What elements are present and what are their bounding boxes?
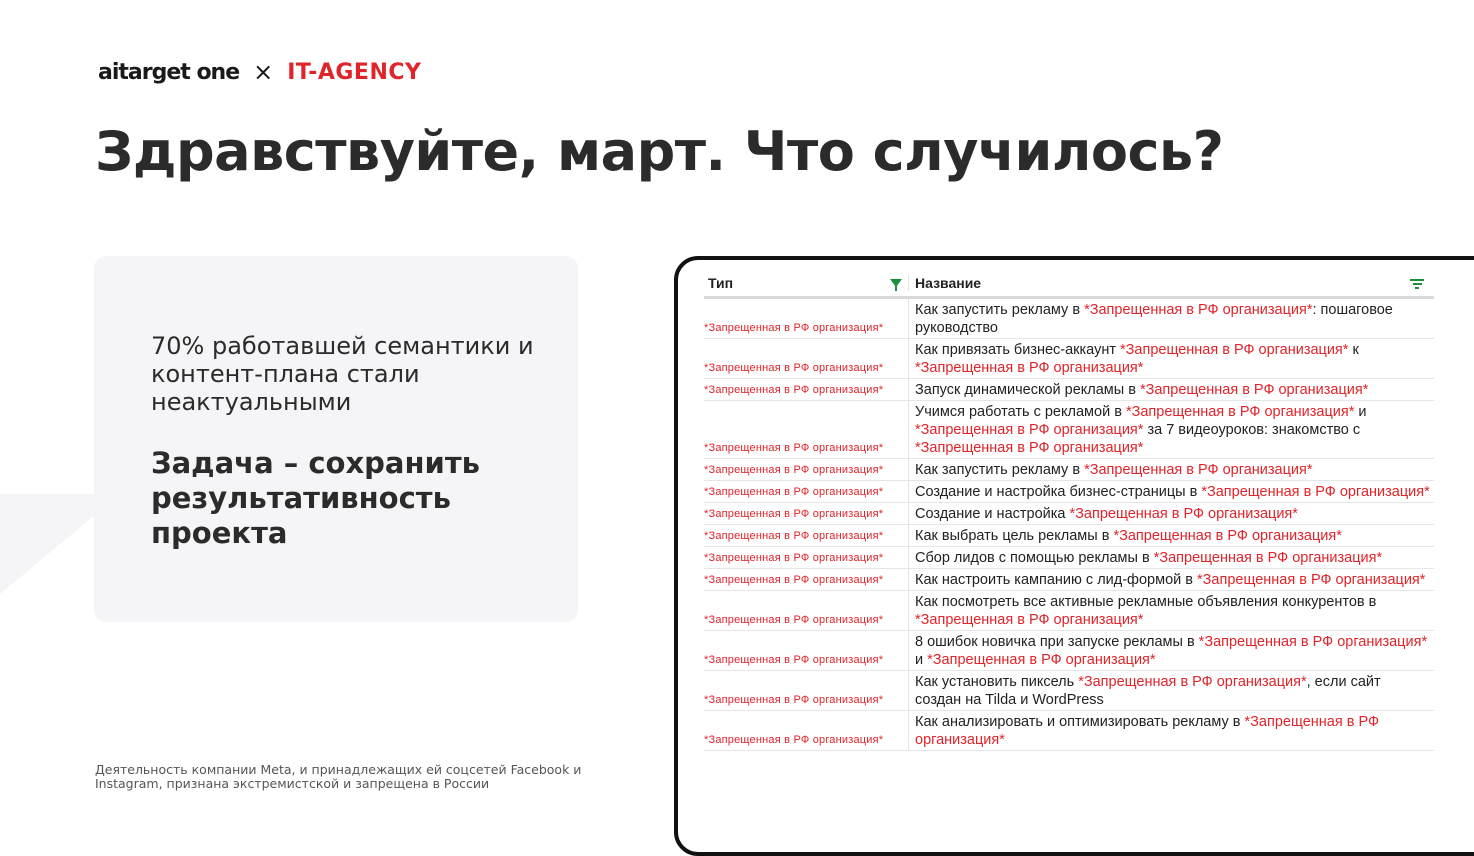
header-type[interactable] bbox=[704, 275, 908, 291]
table-row[interactable] bbox=[704, 671, 1434, 711]
tablet-frame bbox=[674, 256, 1474, 856]
redacted-term: *Запрещенная в РФ организация* bbox=[1197, 572, 1426, 588]
redacted-term: *Запрещенная в РФ организация* bbox=[915, 360, 1144, 376]
redacted-term: *Запрещенная в РФ организация* bbox=[1201, 484, 1430, 500]
redacted-term: *Запрещенная в РФ организация* bbox=[915, 422, 1144, 438]
name-cell[interactable] bbox=[908, 299, 1430, 338]
redacted-term: *Запрещенная в РФ организация* bbox=[1120, 342, 1349, 358]
type-cell[interactable]: *Запрещенная в РФ организация* bbox=[704, 574, 884, 586]
redacted-term: *Запрещенная в РФ организация* bbox=[915, 714, 1380, 748]
table-row[interactable] bbox=[704, 525, 1434, 547]
footnote: Деятельность компании Meta, и принадлежащих ей соцсетей Facebook и Instagram, признана экстремистской и запрещена в России bbox=[95, 762, 582, 791]
table-row[interactable] bbox=[704, 591, 1434, 631]
name-text: Как анализировать и оптимизировать рекламу в bbox=[915, 714, 1245, 730]
redacted-term: *Запрещенная в РФ организация* bbox=[1198, 634, 1428, 650]
redacted-term: *Запрещенная в РФ организация* bbox=[1125, 404, 1355, 420]
filter-icon[interactable] bbox=[890, 279, 902, 287]
header-type-label: Тип bbox=[708, 275, 734, 291]
name-cell[interactable] bbox=[908, 591, 1430, 630]
info-card bbox=[94, 256, 578, 622]
type-cell[interactable]: *Запрещенная в РФ организация* bbox=[704, 734, 884, 746]
table-row[interactable] bbox=[704, 569, 1434, 591]
name-cell[interactable] bbox=[908, 481, 1430, 502]
redacted-term: *Запрещенная в РФ организация* bbox=[1084, 302, 1313, 318]
name-text: Как привязать бизнес-аккаунт bbox=[915, 342, 1121, 358]
redacted-term: *Запрещенная в РФ организация* bbox=[915, 612, 1144, 628]
type-cell[interactable]: *Запрещенная в РФ организация* bbox=[704, 694, 884, 706]
name-text: Создание и настройка bbox=[915, 506, 1070, 522]
type-cell[interactable]: *Запрещенная в РФ организация* bbox=[704, 508, 884, 520]
type-cell[interactable]: *Запрещенная в РФ организация* bbox=[704, 654, 884, 666]
name-cell[interactable] bbox=[908, 339, 1430, 378]
table-row[interactable] bbox=[704, 631, 1434, 671]
card-text: 70% работавшей семантики и контент-плана стали неактуальными bbox=[151, 332, 534, 416]
name-text: к bbox=[1348, 342, 1359, 358]
it-agency-logo: IT-AGENCY bbox=[287, 59, 422, 85]
name-cell[interactable] bbox=[908, 547, 1430, 568]
table-row[interactable] bbox=[704, 481, 1434, 503]
name-cell[interactable] bbox=[908, 711, 1430, 750]
type-cell[interactable]: *Запрещенная в РФ организация* bbox=[704, 322, 884, 334]
name-text: Как посмотреть все активные рекламные объявления конкурентов в bbox=[915, 594, 1377, 610]
name-text: Как запустить рекламу в bbox=[915, 302, 1085, 318]
type-cell[interactable]: *Запрещенная в РФ организация* bbox=[704, 384, 884, 396]
name-text: и bbox=[915, 652, 928, 668]
logo-separator: × bbox=[253, 58, 274, 86]
logo-row bbox=[98, 56, 421, 88]
name-text: Как установить пиксель bbox=[915, 674, 1079, 690]
table-row[interactable] bbox=[704, 459, 1434, 481]
redacted-term: *Запрещенная в РФ организация* bbox=[1078, 674, 1307, 690]
type-cell[interactable]: *Запрещенная в РФ организация* bbox=[704, 442, 884, 454]
type-cell[interactable]: *Запрещенная в РФ организация* bbox=[704, 486, 884, 498]
name-cell[interactable] bbox=[908, 401, 1430, 458]
name-text: : пошаговое руководство bbox=[915, 302, 1393, 336]
redacted-term: *Запрещенная в РФ организация* bbox=[1084, 462, 1313, 478]
redacted-term: *Запрещенная в РФ организация* bbox=[927, 652, 1156, 668]
table-row[interactable] bbox=[704, 339, 1434, 379]
aitarget-logo: aitarget one bbox=[98, 59, 240, 85]
name-text: Как выбрать цель рекламы в bbox=[915, 528, 1114, 544]
sheet-rows bbox=[704, 299, 1434, 751]
type-cell[interactable]: *Запрещенная в РФ организация* bbox=[704, 552, 884, 564]
name-cell[interactable] bbox=[908, 525, 1430, 546]
name-cell[interactable] bbox=[908, 379, 1430, 400]
name-text: Учимся работать с рекламой в bbox=[915, 404, 1126, 420]
table-row[interactable] bbox=[704, 401, 1434, 459]
redacted-term: *Запрещенная в РФ организация* bbox=[915, 440, 1144, 456]
sheet-header bbox=[704, 270, 1434, 299]
name-text: Создание и настройка бизнес-страницы в bbox=[915, 484, 1202, 500]
redacted-term: *Запрещенная в РФ организация* bbox=[1153, 550, 1383, 566]
name-text: Как запустить рекламу в bbox=[915, 462, 1085, 478]
header-name-label: Название bbox=[915, 275, 982, 291]
name-text: Как настроить кампанию с лид-формой в bbox=[915, 572, 1197, 588]
table-row[interactable] bbox=[704, 379, 1434, 401]
name-cell[interactable] bbox=[908, 459, 1430, 480]
table-row[interactable] bbox=[704, 503, 1434, 525]
table-row[interactable] bbox=[704, 547, 1434, 569]
name-text: 8 ошибок новичка при запуске рекламы в bbox=[915, 634, 1199, 650]
name-cell[interactable] bbox=[908, 631, 1430, 670]
card-task-text: Задача – сохранить результативность проекта bbox=[151, 446, 480, 550]
redacted-term: *Запрещенная в РФ организация* bbox=[1139, 382, 1369, 398]
name-text: и bbox=[1354, 404, 1367, 420]
name-text: за 7 видеоуроков: знакомство с bbox=[1143, 422, 1361, 438]
header-name[interactable] bbox=[908, 275, 1430, 291]
page-title: Здравствуйте, март. Что случилось? bbox=[95, 120, 1224, 183]
name-text: Запуск динамической рекламы в bbox=[915, 382, 1140, 398]
name-cell[interactable] bbox=[908, 671, 1430, 710]
name-cell[interactable] bbox=[908, 503, 1430, 524]
type-cell[interactable]: *Запрещенная в РФ организация* bbox=[704, 530, 884, 542]
redacted-term: *Запрещенная в РФ организация* bbox=[1113, 528, 1342, 544]
type-cell[interactable]: *Запрещенная в РФ организация* bbox=[704, 362, 884, 374]
redacted-term: *Запрещенная в РФ организация* bbox=[1069, 506, 1298, 522]
spreadsheet bbox=[704, 270, 1434, 751]
filter-lines-icon[interactable] bbox=[1410, 279, 1424, 289]
type-cell[interactable]: *Запрещенная в РФ организация* bbox=[704, 614, 884, 626]
name-cell[interactable] bbox=[908, 569, 1430, 590]
table-row[interactable] bbox=[704, 299, 1434, 339]
name-text: , если сайт создан на Tilda и WordPress bbox=[915, 674, 1381, 708]
type-cell[interactable]: *Запрещенная в РФ организация* bbox=[704, 464, 884, 476]
table-row[interactable] bbox=[704, 711, 1434, 751]
name-text: Сбор лидов с помощью рекламы в bbox=[915, 550, 1154, 566]
